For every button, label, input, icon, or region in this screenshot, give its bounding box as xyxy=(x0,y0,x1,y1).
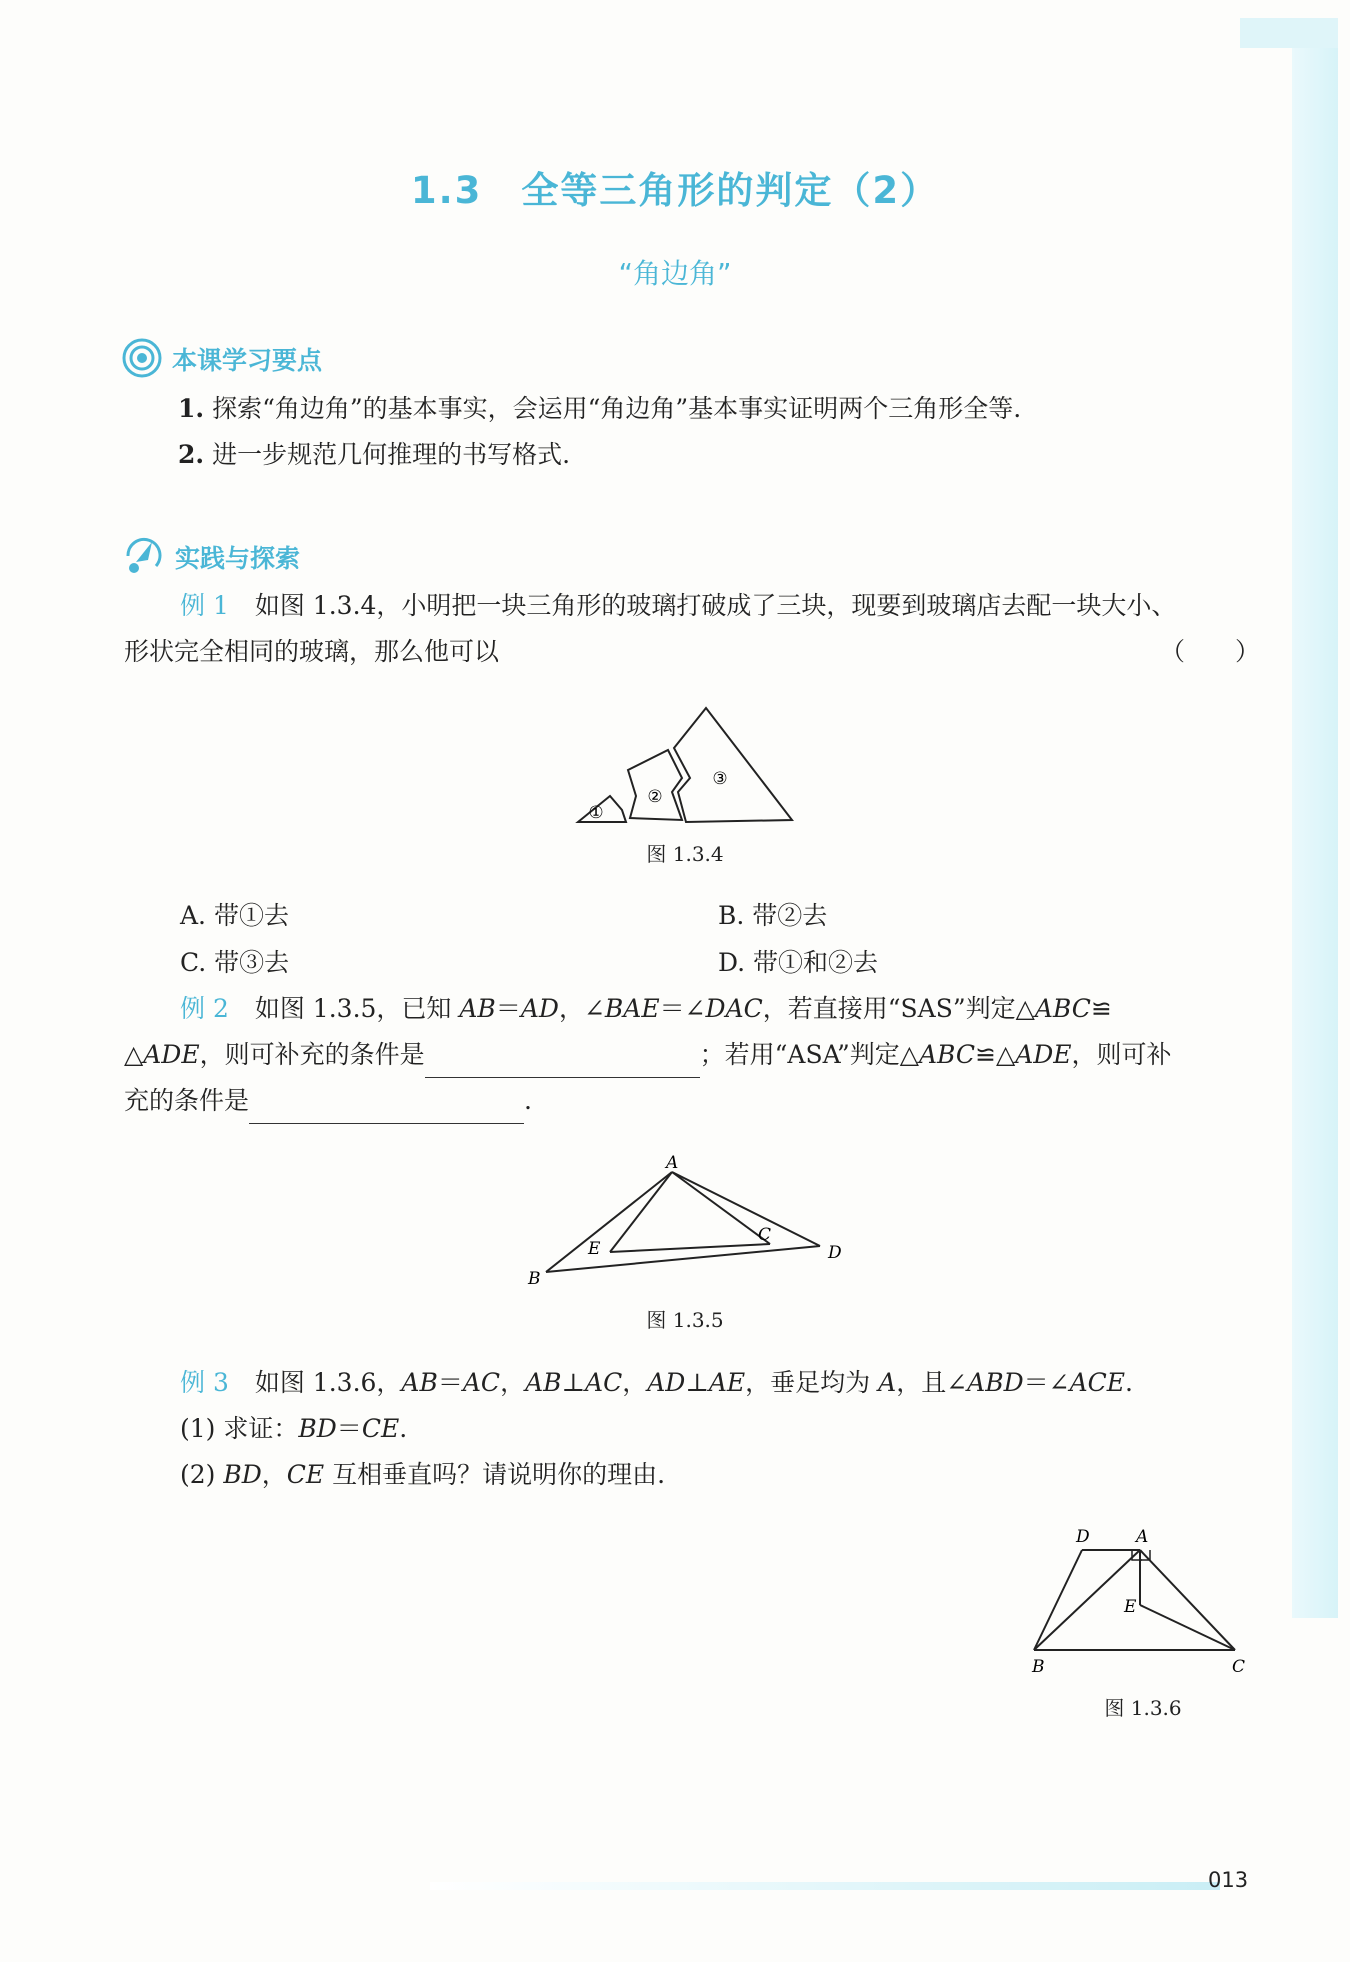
glass-piece-2 xyxy=(628,750,682,820)
math: ABC xyxy=(918,1040,975,1069)
math: ADE xyxy=(143,1040,200,1069)
figure-1-3-5 xyxy=(520,1150,850,1290)
text: . xyxy=(399,1414,408,1443)
piece-label-2: ② xyxy=(647,787,663,807)
figure-1-3-6 xyxy=(1020,1520,1260,1680)
text: ，且∠ xyxy=(896,1368,968,1397)
math: BAE xyxy=(604,994,660,1023)
key-point-2 xyxy=(178,432,570,478)
text: ⊥ xyxy=(561,1368,586,1397)
math: CE xyxy=(361,1414,400,1443)
text: ， xyxy=(261,1460,287,1489)
text: ，则可补充的条件是 xyxy=(199,1040,425,1069)
figure-caption-1-3-6: 图 1.3.6 xyxy=(1104,1696,1182,1720)
math: AB xyxy=(459,994,496,1023)
text: 如图 1.3.6， xyxy=(254,1368,402,1397)
point-label-d: D xyxy=(1076,1527,1090,1547)
math: AE xyxy=(708,1368,746,1397)
example3-line1 xyxy=(180,1360,1133,1406)
section-heading-practice: 实践与探索 xyxy=(175,544,301,573)
text: ， xyxy=(500,1368,526,1397)
math: ACE xyxy=(1069,1368,1126,1397)
answer-blank-sas[interactable] xyxy=(425,1047,700,1078)
text: ＝∠ xyxy=(1023,1368,1070,1397)
text: ，垂足均为 xyxy=(745,1368,879,1397)
target-icon xyxy=(122,338,162,382)
key-point-2-text: 进一步规范几何推理的书写格式. xyxy=(212,440,571,469)
math: BD xyxy=(298,1414,337,1443)
piece-label-3: ③ xyxy=(712,769,728,789)
figure-1-3-4 xyxy=(570,700,800,830)
point-label-b: B xyxy=(1032,1657,1045,1677)
math: AC xyxy=(585,1368,623,1397)
math: BD xyxy=(223,1460,262,1489)
example3-question1 xyxy=(180,1406,407,1452)
text: ＝ xyxy=(495,994,521,1023)
option-b: B. 带②去 xyxy=(718,901,828,930)
text: (2) xyxy=(180,1460,224,1489)
text: (1) 求证： xyxy=(180,1414,299,1443)
text: ，∠ xyxy=(558,994,605,1023)
point-label-c: C xyxy=(758,1225,772,1245)
math: AD xyxy=(647,1368,686,1397)
math: CE xyxy=(286,1460,325,1489)
text: ，则可补 xyxy=(1071,1040,1172,1069)
figure-caption-1-3-4: 图 1.3.4 xyxy=(646,842,724,866)
math: DAC xyxy=(705,994,763,1023)
example2-label: 例 2 xyxy=(180,994,229,1023)
example1-label: 例 1 xyxy=(180,591,229,620)
text: 充的条件是 xyxy=(124,1086,250,1115)
page-corner-band xyxy=(1240,18,1338,48)
math: AB xyxy=(401,1368,438,1397)
point-label-a: A xyxy=(666,1153,679,1173)
text: ；若用“ASA”判定△ xyxy=(699,1040,919,1069)
math: AC xyxy=(462,1368,501,1397)
text: ，若直接用“SAS”判定△ xyxy=(762,994,1035,1023)
math: AD xyxy=(520,994,559,1023)
math: ADE xyxy=(1015,1040,1072,1069)
math: A xyxy=(878,1368,897,1397)
figure-caption-1-3-5: 图 1.3.5 xyxy=(646,1308,724,1332)
key-point-1-text: 探索“角边角”的基本事实，会运用“角边角”基本事实证明两个三角形全等. xyxy=(212,394,1022,423)
text: 如图 1.3.5，已知 xyxy=(254,994,460,1023)
text: ≌ xyxy=(1090,994,1112,1023)
text: ＝ xyxy=(437,1368,463,1397)
point-label-b: B xyxy=(528,1269,541,1289)
math: ABC xyxy=(1034,994,1091,1023)
page-title: 1.3 全等三角形的判定（2） xyxy=(410,169,940,212)
text: . xyxy=(1125,1368,1133,1397)
piece-label-1: ① xyxy=(588,803,604,823)
page-number: 013 xyxy=(1208,1868,1249,1892)
text: 互相垂直吗？请说明你的理由. xyxy=(324,1460,666,1489)
footer-rule xyxy=(430,1882,1220,1890)
page-subtitle: “角边角” xyxy=(618,257,732,290)
answer-blank-asa[interactable] xyxy=(249,1093,524,1124)
key-point-1 xyxy=(178,386,1021,432)
text: ＝ xyxy=(336,1414,362,1443)
example2-line2 xyxy=(124,1032,1172,1078)
key-point-1-num: 1. xyxy=(178,394,205,423)
example3-label: 例 3 xyxy=(180,1368,229,1397)
math: AB xyxy=(525,1368,562,1397)
point-label-e: E xyxy=(588,1239,601,1259)
rocket-icon xyxy=(122,532,164,580)
text: △ xyxy=(124,1040,144,1069)
example1-text2: 形状完全相同的玻璃，那么他可以 xyxy=(124,637,500,666)
math: ABD xyxy=(967,1368,1024,1397)
point-label-a: A xyxy=(1136,1527,1149,1547)
example1-line2 xyxy=(124,629,499,675)
option-c: C. 带③去 xyxy=(180,948,290,977)
option-a: A. 带①去 xyxy=(180,901,289,930)
example3-question2 xyxy=(180,1452,665,1498)
answer-parentheses: （ ） xyxy=(1160,637,1261,666)
text: ≌△ xyxy=(975,1040,1016,1069)
text: . xyxy=(524,1086,532,1115)
point-label-d: D xyxy=(828,1243,842,1263)
key-point-2-num: 2. xyxy=(178,440,205,469)
text: ⊥ xyxy=(685,1368,709,1397)
glass-piece-3 xyxy=(674,708,792,822)
example1-line1 xyxy=(180,583,1176,629)
section-heading-key-points: 本课学习要点 xyxy=(172,346,323,375)
example2-line3 xyxy=(124,1078,532,1124)
text: ＝∠ xyxy=(659,994,706,1023)
example1-text1: 如图 1.3.4，小明把一块三角形的玻璃打破成了三块，现要到玻璃店去配一块大小、 xyxy=(254,591,1177,620)
point-label-e: E xyxy=(1124,1597,1137,1617)
point-label-c: C xyxy=(1232,1657,1246,1677)
text: ， xyxy=(622,1368,648,1397)
example2-line1 xyxy=(180,986,1112,1032)
option-d: D. 带①和②去 xyxy=(718,948,879,977)
